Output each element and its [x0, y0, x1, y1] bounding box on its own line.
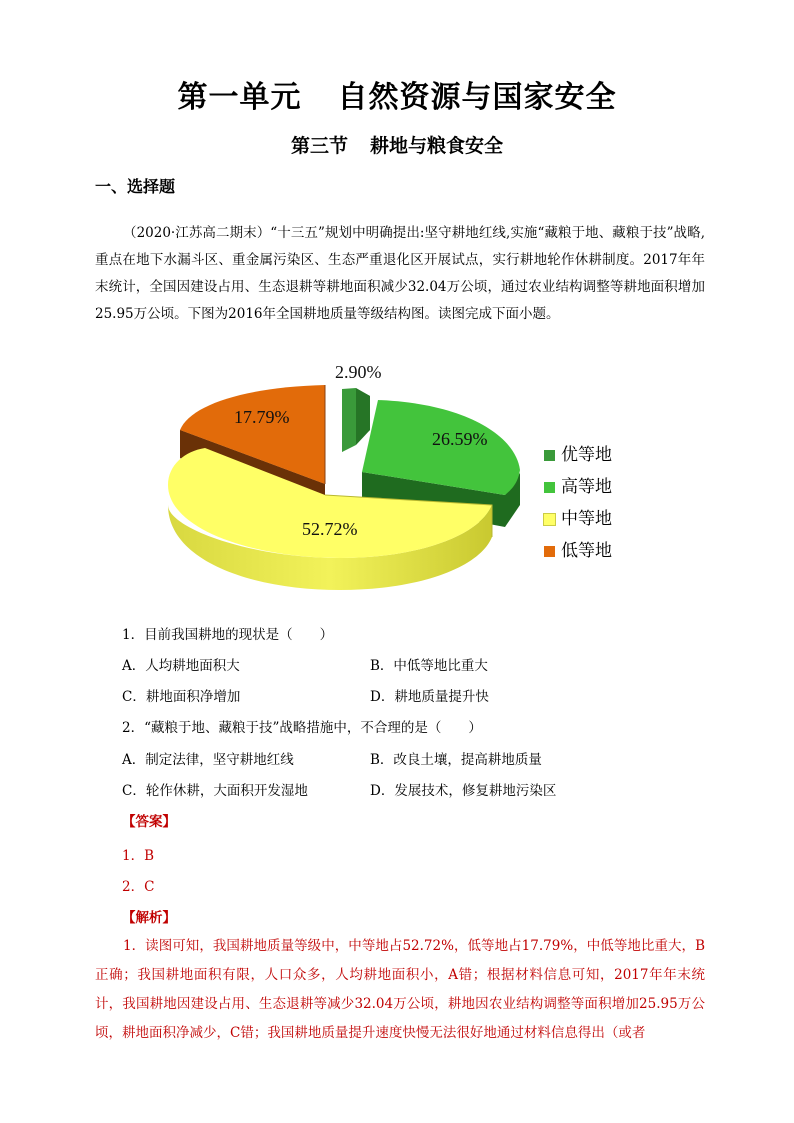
legend-swatch	[544, 514, 555, 525]
legend-swatch	[544, 450, 555, 461]
data-label-low: 17.79%	[234, 407, 290, 427]
legend-label: 高等地	[561, 477, 612, 497]
answer-item: 2．C	[122, 879, 155, 895]
option-a: A．制定法律，坚守耕地红线	[122, 752, 294, 768]
legend-item-high	[544, 472, 612, 497]
analysis-heading: 【解析】	[122, 910, 176, 926]
reading-passage: （2020·江苏高二期末）“十三五”规划中明确提出:坚守耕地红线,实施“藏粮于地、藏粮于技”战略,重点在地下水漏斗区、重金属污染区、生态严重退化区开展试点，实行耕地轮作休耕制度。2017年年末统计，全国因建设占用、生态退耕等耕地面积减少32.04万公顷，通过农业结构调整等耕地面积增加25.95万公顷。下图为2016年全国耕地质量等级结构图。读图完成下面小题。	[95, 225, 705, 322]
analysis-text: 1．读图可知，我国耕地质量等级中，中等地占52.72%，低等地占17.79%，中低等地比重大，B正确；我国耕地面积有限，人口众多，人均耕地面积小，A错；根据材料信息可知，2017年年末统计，我国耕地因建设占用、生态退耕等减少32.04万公顷，耕地因农业结构调整等面积增加25.95万公顷，耕地面积净减少，C错；我国耕地质量提升速度快慢无法很好地通过材料信息得出（或者	[95, 938, 705, 1041]
option-c: C．轮作休耕，大面积开发湿地	[122, 783, 308, 799]
section-name: 耕地与粮食安全	[370, 135, 504, 157]
option-c: C．耕地面积净增加	[122, 689, 241, 705]
unit-name: 自然资源与国家安全	[337, 80, 617, 115]
unit-number: 第一单元	[177, 80, 302, 115]
answer-heading: 【答案】	[122, 814, 176, 830]
legend-item-excellent	[544, 440, 612, 465]
legend-swatch	[544, 482, 555, 493]
option-d: D．耕地质量提升快	[370, 689, 489, 705]
question-stem: 2．“藏粮于地、藏粮于技”战略措施中，不合理的是（ ）	[122, 720, 482, 736]
data-label-high: 26.59%	[432, 429, 488, 449]
option-b: B．改良土壤，提高耕地质量	[370, 752, 542, 768]
data-label-medium: 52.72%	[302, 519, 358, 539]
option-a: A．人均耕地面积大	[122, 658, 240, 674]
option-b: B．中低等地比重大	[370, 658, 488, 674]
legend-item-medium	[544, 504, 612, 529]
pie-slice-excellent	[342, 388, 370, 452]
data-label-excellent: 2.90%	[335, 362, 382, 382]
question-stem: 1．目前我国耕地的现状是（ ）	[122, 627, 334, 643]
question-type-heading: 一、选择题	[95, 177, 176, 196]
legend-label: 优等地	[561, 445, 612, 465]
answer-item: 1．B	[122, 848, 155, 864]
option-d: D．发展技术，修复耕地污染区	[370, 783, 557, 799]
legend-swatch	[544, 546, 555, 557]
section-title	[0, 131, 794, 158]
legend-item-low	[544, 536, 612, 561]
legend-label: 低等地	[561, 541, 612, 561]
section-number: 第三节	[290, 135, 348, 157]
legend-label: 中等地	[561, 509, 612, 529]
unit-title	[0, 72, 794, 116]
